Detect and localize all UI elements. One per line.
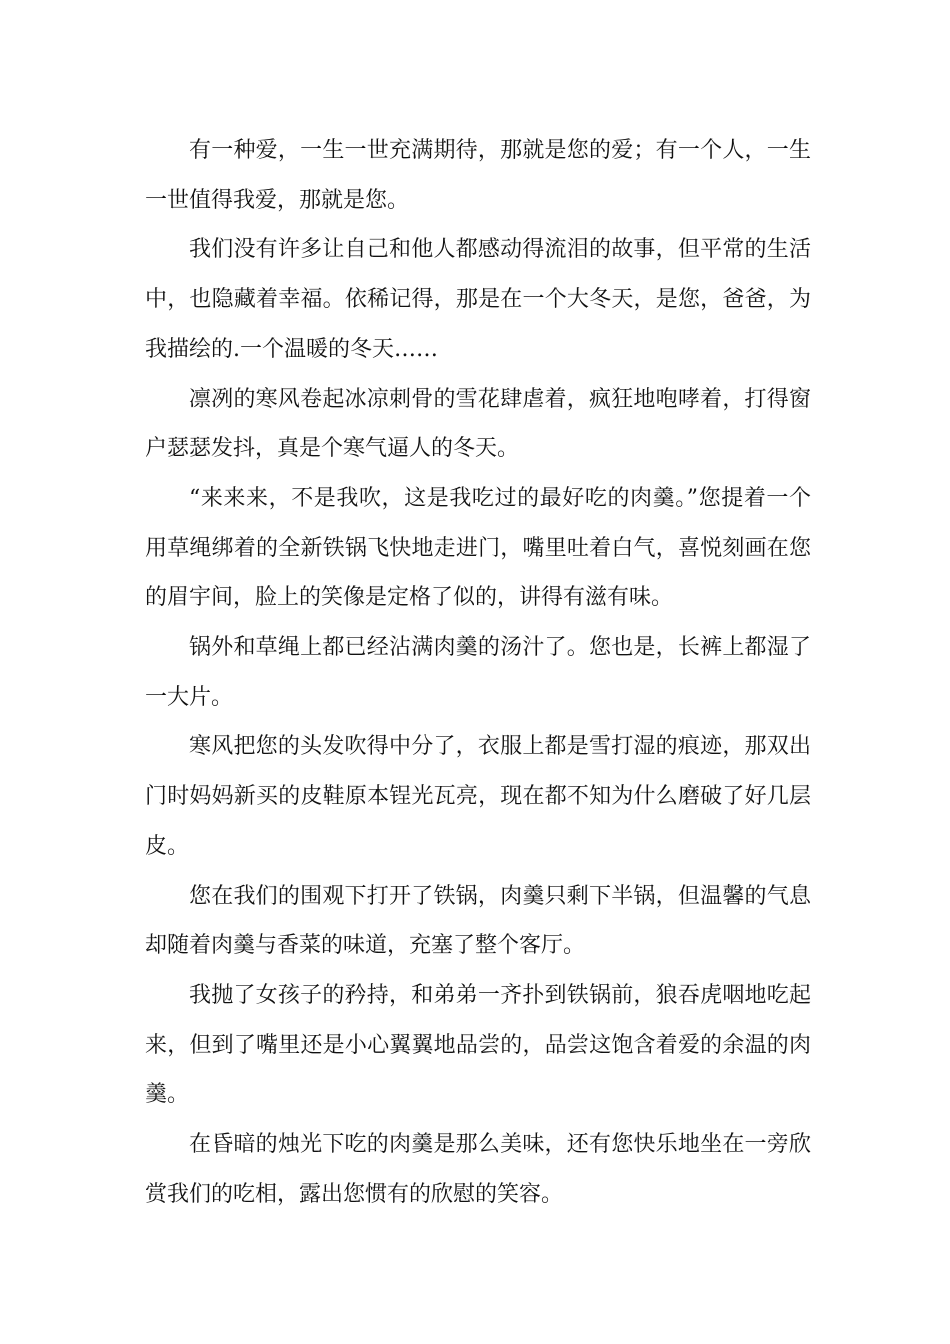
paragraph-8: 我抛了女孩子的矜持，和弟弟一齐扑到铁锅前，狼吞虎咽地吃起来，但到了嘴里还是小心翼翼地品尝的，品尝这饱含着爱的余温的肉羹。	[145, 982, 811, 1108]
paragraph-1: 有一种爱，一生一世充满期待，那就是您的爱；有一个人，一生一世值得我爱，那就是您。	[145, 138, 811, 213]
paragraph-2: 我们没有许多让自己和他人都感动得流泪的故事，但平常的生活中，也隐藏着幸福。依稀记得，那是在一个大冬天，是您，爸爸，为我描绘的.一个温暖的冬天……	[145, 237, 811, 362]
body-text	[145, 126, 811, 1219]
paragraph-3: 凛冽的寒风卷起冰凉刺骨的雪花肆虐着，疯狂地咆哮着，打得窗户瑟瑟发抖，真是个寒气逼人的冬天。	[145, 386, 811, 462]
paragraph-4: “来来来，不是我吹，这是我吃过的最好吃的肉羹。”您提着一个用草绳绑着的全新铁锅飞快地走进门，嘴里吐着白气，喜悦刻画在您的眉宇间，脸上的笑像是定格了似的，讲得有滋有味。	[145, 485, 811, 611]
paragraph-9: 在昏暗的烛光下吃的肉羹是那么美味，还有您快乐地坐在一旁欣赏我们的吃相，露出您惯有的欣慰的笑容。	[145, 1132, 811, 1207]
paragraph-6: 寒风把您的头发吹得中分了，衣服上都是雪打湿的痕迹，那双出门时妈妈新买的皮鞋原本锃光瓦亮，现在都不知为什么磨破了好几层皮。	[145, 734, 811, 859]
paragraph-5: 锅外和草绳上都已经沾满肉羹的汤汁了。您也是，长裤上都湿了一大片。	[145, 635, 811, 710]
paragraph-7: 您在我们的围观下打开了铁锅，肉羹只剩下半锅，但温馨的气息却随着肉羹与香菜的味道，充塞了整个客厅。	[145, 883, 811, 959]
